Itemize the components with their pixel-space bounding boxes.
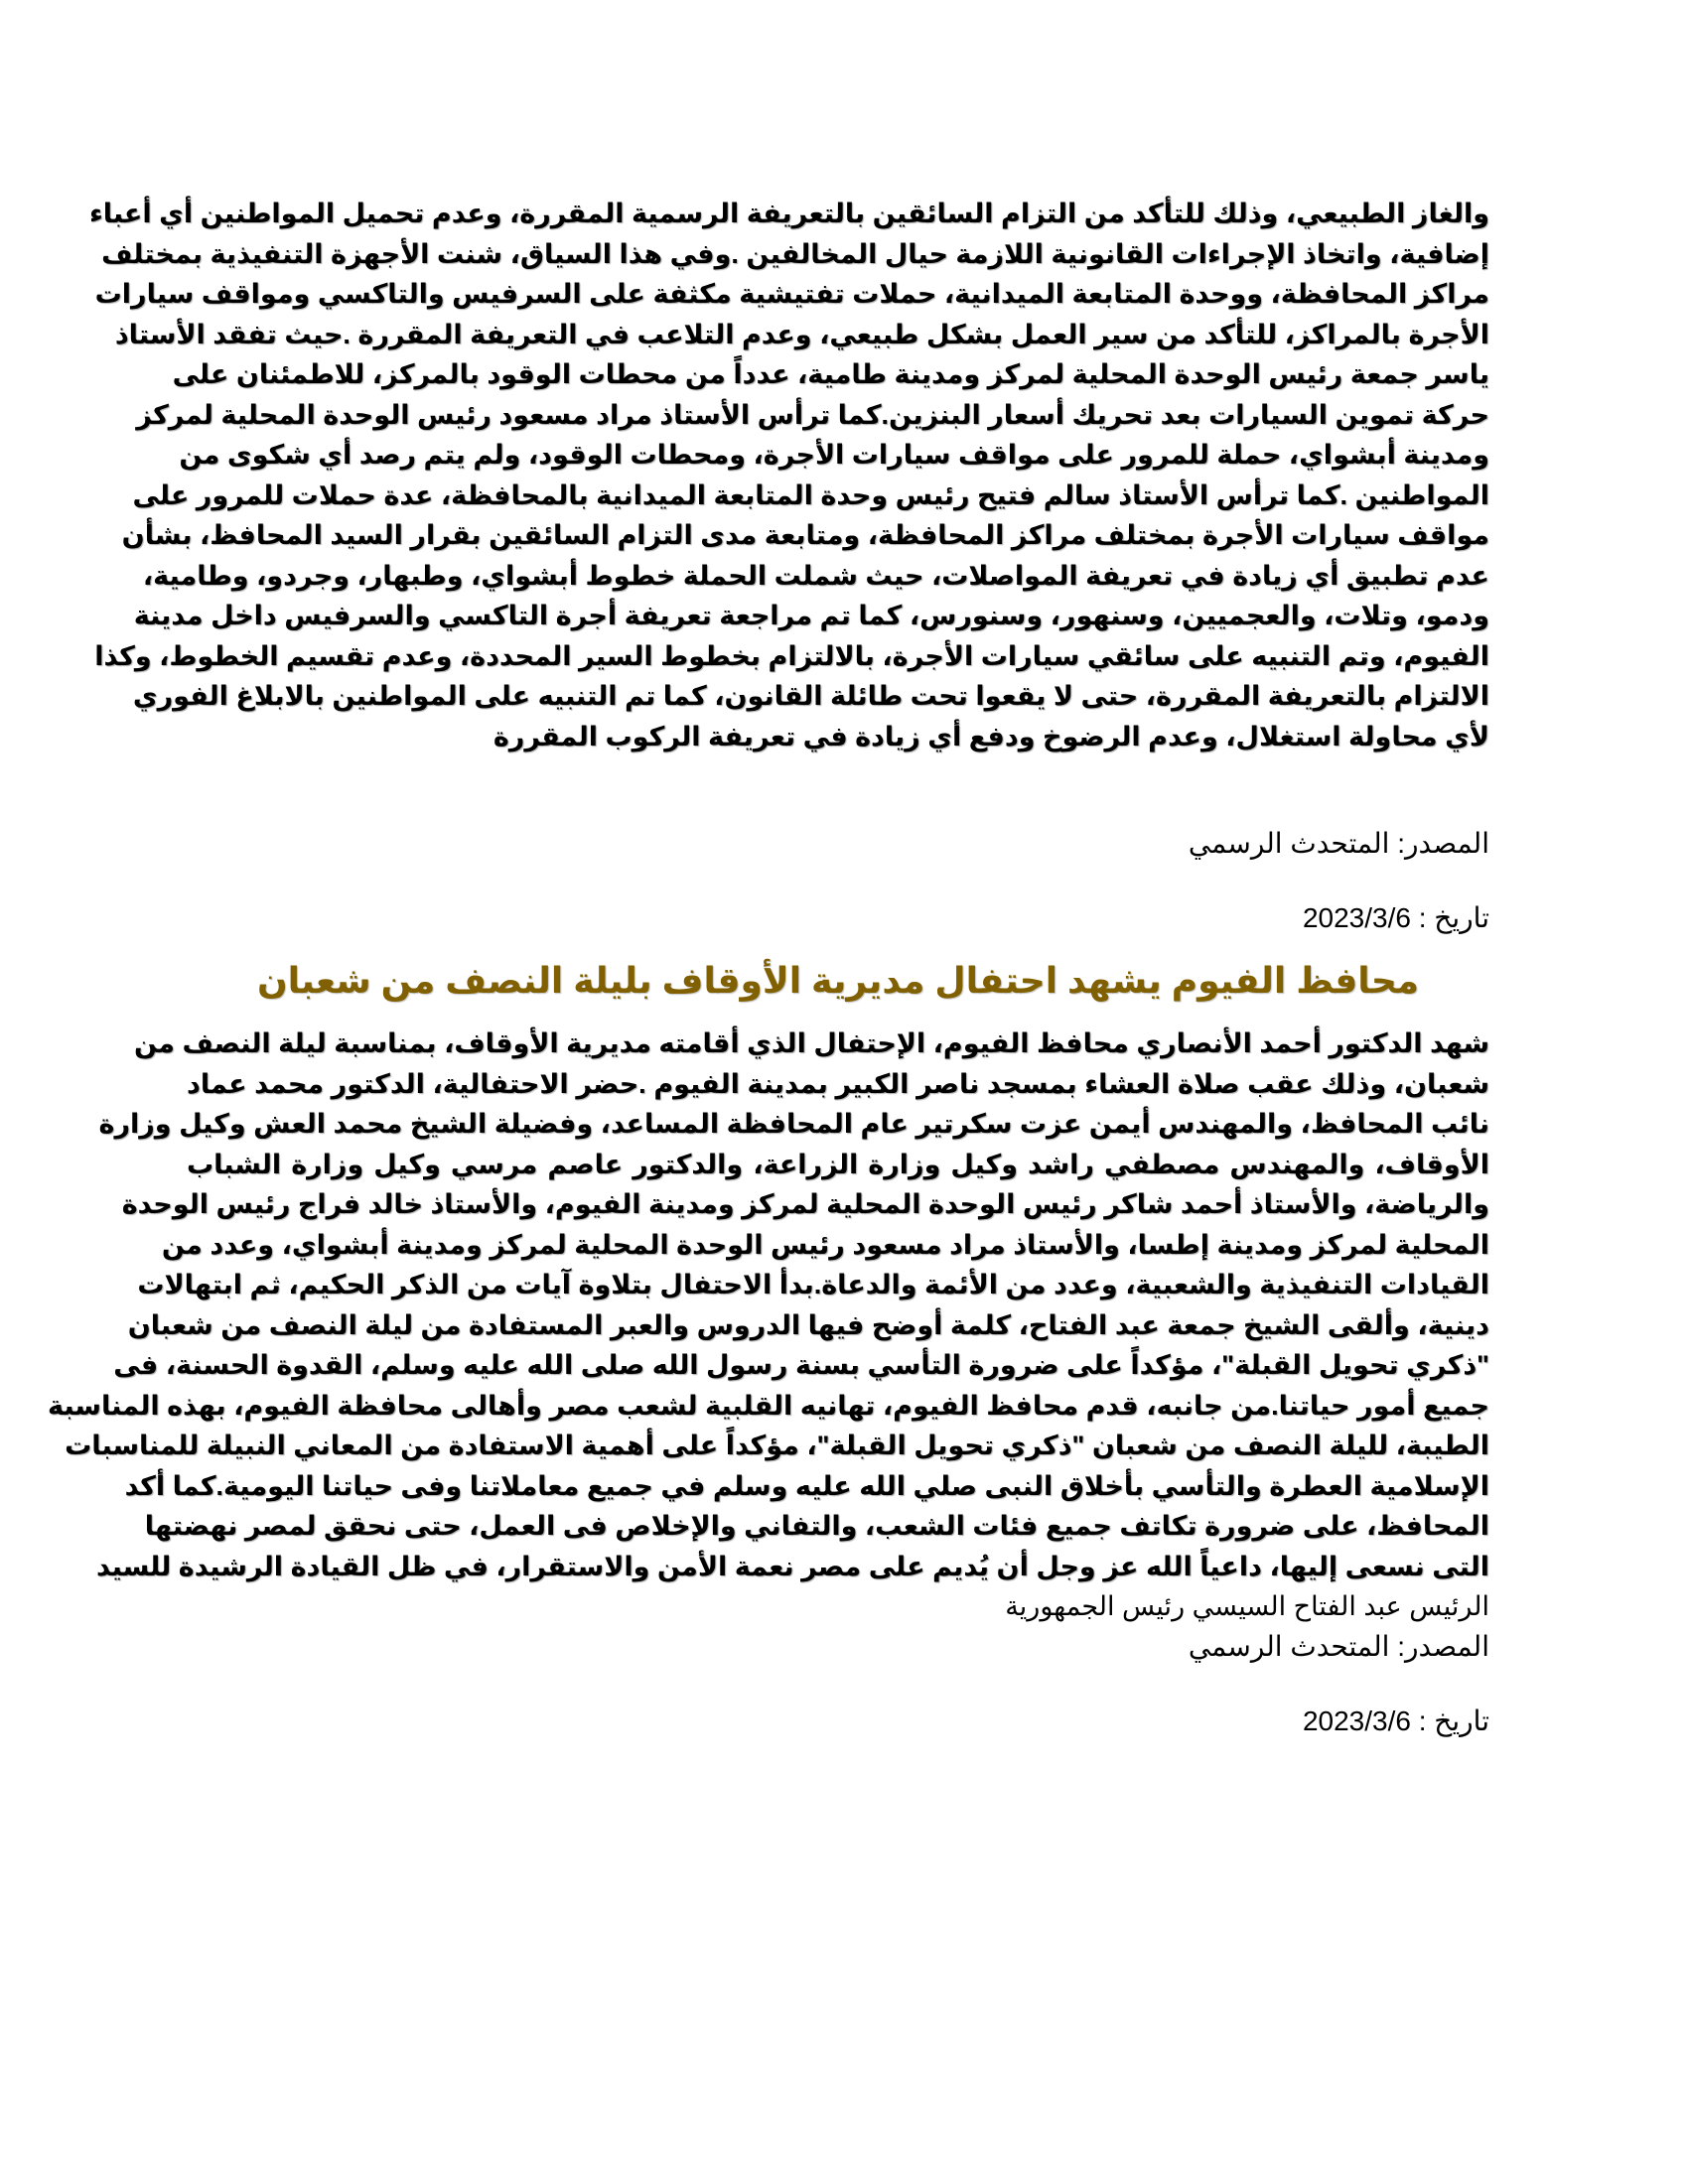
document-page [48,194,1489,1741]
article-2-line: دينية، وألقى الشيخ جمعة عبد الفتاح، كلمة أوضح فيها الدروس والعبر المستفادة من ليلة النصف من شعبان [127,1309,1489,1340]
article-2-date: تاريخ : 2023/3/6 [1302,1705,1489,1736]
article-1-line: والغاز الطبيعي، وذلك للتأكد من التزام السائقين بالتعريفة الرسمية المقررة، وعدم تحميل المواطنين أي أعباء [88,199,1489,228]
article-2-line: الإسلامية العطرة والتأسي بأخلاق النبى صلي الله عليه وسلم في جميع معاملاتنا وفى حياتنا اليومية.كما أكد [124,1470,1489,1501]
article-1-line: المواطنين .كما ترأس الأستاذ سالم فتيح رئيس وحدة المتابعة الميدانية بالمحافظة، عدة حملات للمرور على [132,479,1489,510]
article-2-body [48,1024,1489,1627]
article-1-line: الالتزام بالتعريفة المقررة، حتى لا يقعوا تحت طائلة القانون، كما تم التنبيه على المواطنين بالابلاغ الفوري [132,681,1489,711]
article-1-line: إضافية، واتخاذ الإجراءات القانونية اللازمة حيال المخالفين .وفي هذا السياق، شنت الأجهزة التنفيذية بمختلف [101,238,1489,269]
article-2-line: "ذكري تحويل القبلة"، مؤكداً على ضرورة التأسي بسنة رسول الله صلى الله عليه وسلم، القدوة الحسنة، فى [113,1350,1489,1380]
article-1-line: ودمو، وتلات، والعجميين، وسنهور، وسنورس، كما تم مراجعة تعريفة أجرة التاكسي والسرفيس داخل مدينة [133,601,1489,630]
article-2-line: الطيبة، لليلة النصف من شعبان "ذكري تحويل القبلة"، مؤكداً على أهمية الاستفادة من المعاني النبيلة للمناسبات [65,1431,1489,1460]
article-1-date: تاريخ : 2023/3/6 [1302,902,1489,933]
article-1-line: ومدينة أبشواي، حملة للمرور على مواقف سيارات الأجرة، ومحطات الوقود، ولم يتم رصد أي شكوى من [179,440,1489,470]
article-2-line: الرئيس عبد الفتاح السيسي رئيس الجمهورية [1005,1591,1489,1621]
article-2-line: القيادات التنفيذية والشعبية، وعدد من الأئمة والدعاة.بدأ الاحتفال بتلاوة آيات من الذكر الحكيم، ثم ابتهالات [137,1270,1489,1299]
article-1-line: الأجرة بالمراكز، للتأكد من سير العمل بشكل طبيعي، وعدم التلاعب في التعريفة المقررة .حيث تفقد الأستاذ [114,319,1489,349]
article-1-line: مراكز المحافظة، ووحدة المتابعة الميدانية، حملات تفتيشية مكثفة على السرفيس والتاكسي ومواقف سيارات [94,279,1489,309]
article-2-line: المحلية لمركز ومدينة إطسا، والأستاذ مراد مسعود رئيس الوحدة المحلية لمركز ومدينة أبشواي، وعدد من [161,1229,1489,1260]
article-2-line: شهد الدكتور أحمد الأنصاري محافظ الفيوم، الإحتفال الذي أقامته مديرية الأوقاف، بمناسبة ليلة النصف من [133,1028,1489,1058]
article-2-headline: محافظ الفيوم يشهد احتفال مديرية الأوقاف بليلة النصف من شعبان [256,960,1420,1001]
article-2-line: الأوقاف، والمهندس مصطفي راشد وكيل وزارة الزراعة، والدكتور عاصم مرسي وكيل وزارة الشباب [187,1149,1489,1179]
article-2-line: والرياضة، والأستاذ أحمد شاكر رئيس الوحدة المحلية لمركز ومدينة الفيوم، والأستاذ خالد فراج رئيس الوحدة [121,1189,1489,1219]
article-1-line: مواقف سيارات الأجرة بمختلف مراكز المحافظة، ومتابعة مدى التزام السائقين بقرار السيد المحافظ، بشأن [121,520,1489,550]
article-2-line: التى نسعى إليها، داعياً الله عز وجل أن يُديم على مصر نعمة الأمن والاستقرار، في ظل القيادة الرشيدة للسيد [96,1551,1489,1581]
article-1-line: حركة تموين السيارات بعد تحريك أسعار البنزين.كما ترأس الأستاذ مراد مسعود رئيس الوحدة المحلية لمركز [136,399,1489,430]
article-2-source: المصدر: المتحدث الرسمي [1188,1630,1489,1662]
article-2-line: نائب المحافظ، والمهندس أيمن عزت سكرتير عام المحافظة المساعد، وفضيلة الشيخ محمد العش وكيل وزارة [98,1109,1489,1139]
article-1-line: لأي محاولة استغلال، وعدم الرضوخ ودفع أي زيادة في تعريفة الركوب المقررة [492,721,1489,751]
article-2-line: جميع أمور حياتنا.من جانبه، قدم محافظ الفيوم، تهانيه القلبية لشعب مصر وأهالى محافظة الفيوم، بهذه المناسبة [48,1390,1489,1421]
article-2-line: المحافظ، على ضرورة تكاتف جميع فئات الشعب، والتفاني والإخلاص فى العمل، حتى نحقق لمصر نهضتها [144,1511,1489,1541]
article-1-line: ياسر جمعة رئيس الوحدة المحلية لمركز ومدينة طامية، عدداً من محطات الوقود بالمركز، للاطمئنان على [172,359,1489,389]
article-1-line: عدم تطبيق أي زيادة في تعريفة المواصلات، حيث شملت الحملة خطوط أبشواي، وطبهار، وجردو، وطامية، [142,560,1489,591]
article-1-source: المصدر: المتحدث الرسمي [1188,828,1489,859]
article-1-body [88,194,1489,756]
article-2-line: شعبان، وذلك عقب صلاة العشاء بمسجد ناصر الكبير بمدينة الفيوم .حضر الاحتفالية، الدكتور محمد عماد [187,1068,1489,1099]
article-1-line: الفيوم، وتم التنبيه على سائقي سيارات الأجرة، بالالتزام بخطوط السير المحددة، وعدم تقسيم الخطوط، وكذا [94,640,1489,671]
